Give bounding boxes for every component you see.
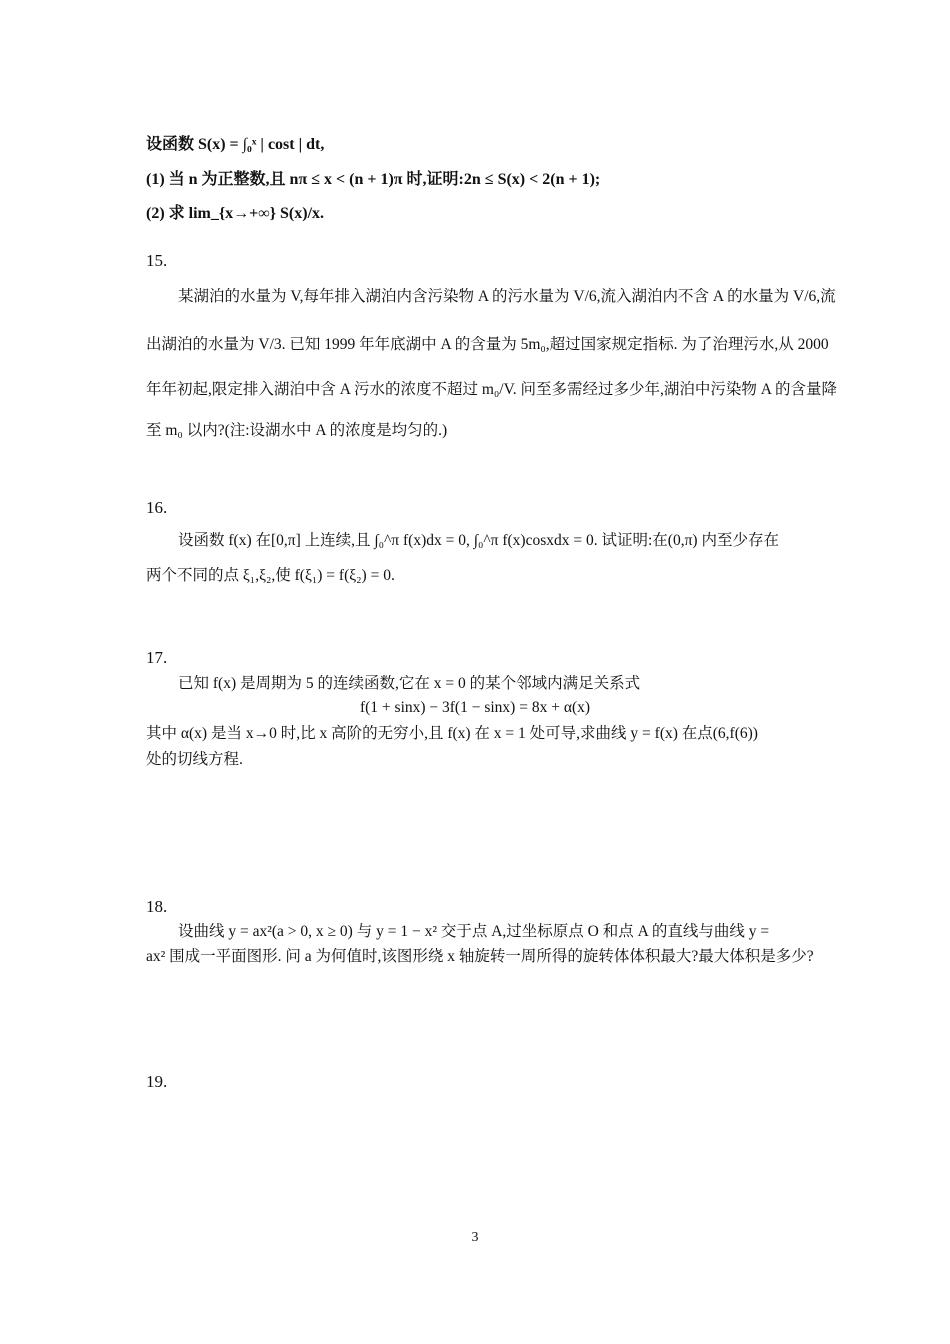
q15-text-line-2: 出湖泊的水量为 V/3. 已知 1999 年年底湖中 A 的含量为 5m₀,超过国家规定指标. 为了治理污水,从 2000	[146, 336, 829, 353]
q16-text-line-2: 两个不同的点 ξ₁,ξ₂,使 f(ξ₁) = f(ξ₂) = 0.	[146, 567, 395, 584]
q18-number: 18.	[146, 897, 168, 916]
q15-number: 15.	[146, 251, 168, 270]
q14-definition: 设函数 S(x) = ∫₀ˣ | cost | dt,	[146, 136, 325, 153]
q17-text-line-2: 其中 α(x) 是当 x→0 时,比 x 高阶的无穷小,且 f(x) 在 x = 1 处可导,求曲线 y = f(x) 在点(6,f(6))	[146, 725, 758, 742]
q16-number: 16.	[146, 498, 168, 517]
q14-part-2: (2) 求 lim_{x→+∞} S(x)/x.	[146, 205, 325, 222]
q18-text-line-2: ax² 围成一平面图形. 问 a 为何值时,该图形绕 x 轴旋转一周所得的旋转体体积最大?最大体积是多少?	[146, 948, 814, 965]
q14-part-1: (1) 当 n 为正整数,且 nπ ≤ x < (n + 1)π 时,证明:2n ≤ S(x) < 2(n + 1);	[146, 171, 601, 188]
q18-text-line-1: 设曲线 y = ax²(a > 0, x ≥ 0) 与 y = 1 − x² 交于点 A,过坐标原点 O 和点 A 的直线与曲线 y =	[178, 923, 770, 940]
q17-text-line-1: 已知 f(x) 是周期为 5 的连续函数,它在 x = 0 的某个邻域内满足关系式	[178, 675, 641, 692]
q17-text-line-3: 处的切线方程.	[146, 751, 243, 768]
q15-text-line-1: 某湖泊的水量为 V,每年排入湖泊内含污染物 A 的污水量为 V/6,流入湖泊内不含 A 的水量为 V/6,流	[178, 288, 836, 305]
q19-number: 19.	[146, 1072, 168, 1091]
q15-text-line-3: 年年初起,限定排入湖泊中含 A 污水的浓度不超过 m₀/V. 问至多需经过多少年,湖泊中污染物 A 的含量降	[146, 381, 838, 398]
q17-formula: f(1 + sinx) − 3f(1 − sinx) = 8x + α(x)	[359, 699, 591, 716]
q17-number: 17.	[146, 648, 168, 667]
q15-text-line-4: 至 m₀ 以内?(注:设湖水中 A 的浓度是均匀的.)	[146, 422, 448, 439]
q16-text-line-1: 设函数 f(x) 在[0,π] 上连续,且 ∫₀^π f(x)dx = 0, ∫₀^π f(x)cosxdx = 0. 试证明:在(0,π) 内至少存在	[178, 532, 779, 549]
page-number: 3	[471, 1230, 479, 1245]
